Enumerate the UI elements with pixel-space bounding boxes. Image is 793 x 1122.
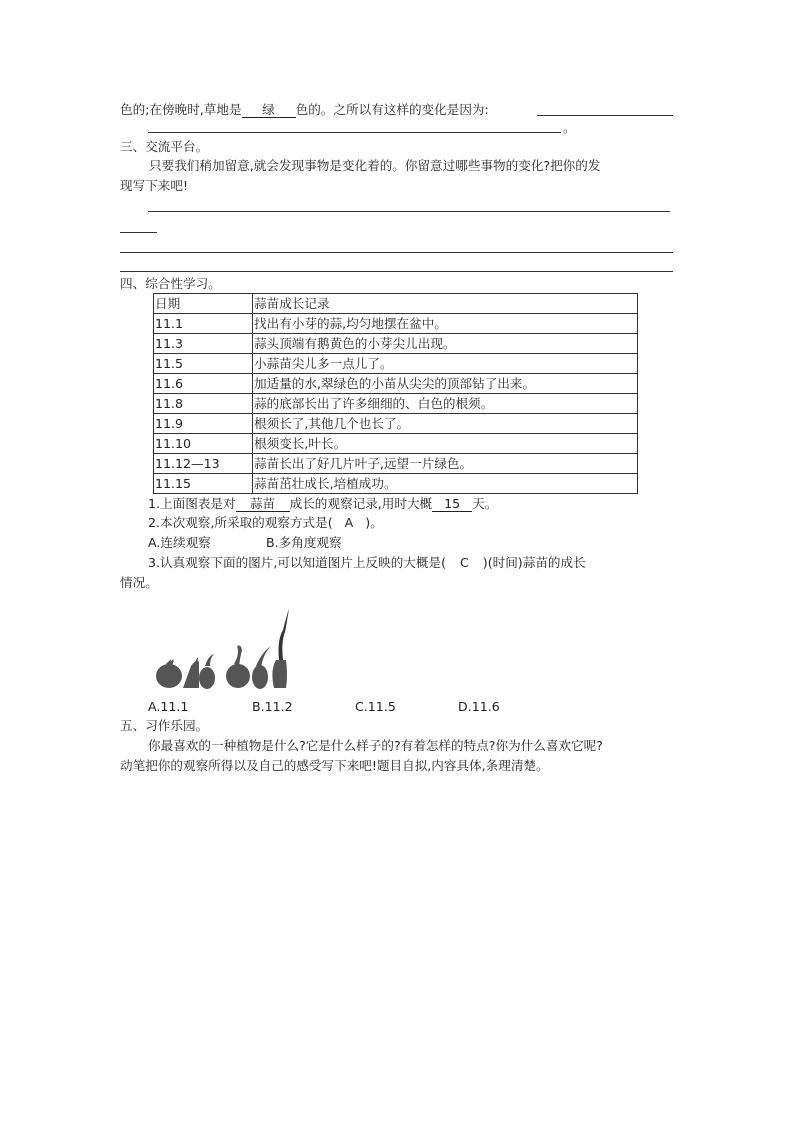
option-c[interactable]: C.11.5: [355, 699, 396, 714]
table-row: [154, 334, 638, 354]
option-b[interactable]: B.多角度观察: [266, 535, 342, 550]
section3-para: 只要我们稍加留意,就会发现事物是变化着的。你留意过哪些事物的变化?把你的发: [149, 158, 601, 173]
text: 色的。之所以有这样的变化是因为:: [295, 102, 489, 117]
header-record: 蒜苗成长记录: [253, 294, 638, 314]
text: 1.上面图表是对: [148, 496, 236, 511]
cell-date: 11.15: [154, 474, 253, 494]
section3-heading: 三、交流平台。: [120, 139, 209, 154]
cell-record: 根须变长,叶长。: [253, 434, 638, 454]
text: 3.认真观察下面的图片,可以知道图片上反映的大概是(: [148, 555, 446, 570]
header-date: 日期: [154, 294, 253, 314]
table-row: [154, 394, 638, 414]
question-3: [148, 555, 586, 571]
writing-line[interactable]: [120, 232, 157, 233]
cell-date: 11.12—13: [154, 454, 253, 474]
question-1: [148, 496, 497, 512]
cell-date: 11.8: [154, 394, 253, 414]
cell-record: 蒜头顶端有鹅黄色的小芽尖儿出现。: [253, 334, 638, 354]
option-a[interactable]: A.连续观察: [148, 535, 211, 550]
garlic-sprouts-image: [150, 604, 310, 690]
cell-record: 蒜的底部长出了许多细细的、白色的根须。: [253, 394, 638, 414]
text: 成长的观察记录,用时大概: [289, 496, 433, 511]
table-row: [154, 454, 638, 474]
text: )。: [365, 515, 383, 530]
answer-line[interactable]: [148, 132, 561, 133]
section3-para-cont: 现写下来吧!: [120, 178, 189, 193]
section4-heading: 四、综合性学习。: [120, 276, 221, 291]
option-b[interactable]: B.11.2: [252, 699, 293, 714]
section5-heading: 五、习作乐园。: [120, 718, 209, 733]
section5-para: 你最喜欢的一种植物是什么?它是什么样子的?有着怎样的特点?你为什么喜欢它呢?: [148, 738, 603, 753]
cell-record: 根须长了,其他几个也长了。: [253, 414, 638, 434]
cell-date: 11.9: [154, 414, 253, 434]
writing-line[interactable]: [148, 211, 670, 212]
cell-date: 11.10: [154, 434, 253, 454]
table-row: [154, 314, 638, 334]
table-row: [154, 414, 638, 434]
cell-record: 蒜苗长出了好几片叶子,远望一片绿色。: [253, 454, 638, 474]
section2-tail-line: [120, 102, 489, 118]
answer-blank-green[interactable]: 绿: [242, 103, 296, 118]
section5-para-cont: 动笔把你的观察所得以及自己的感受写下来吧!题目自拟,内容具体,条理清楚。: [120, 758, 549, 773]
table-header: [154, 294, 638, 314]
cell-record: 加适量的水,翠绿色的小苗从尖尖的顶部钻了出来。: [253, 374, 638, 394]
cell-date: 11.6: [154, 374, 253, 394]
answer[interactable]: C: [460, 555, 469, 570]
text: 2.本次观察,所采取的观察方式是(: [148, 515, 333, 530]
garlic-growth-table: [153, 293, 638, 494]
writing-line[interactable]: [120, 252, 673, 253]
cell-date: 11.3: [154, 334, 253, 354]
cell-record: 小蒜苗尖儿多一点儿了。: [253, 354, 638, 374]
question-3-cont: 情况。: [120, 575, 158, 590]
answer[interactable]: A: [344, 515, 354, 530]
text: )(时间)蒜苗的成长: [482, 555, 586, 570]
writing-line[interactable]: [120, 271, 673, 272]
table-row: [154, 434, 638, 454]
table-row: [154, 474, 638, 494]
answer-line[interactable]: [537, 115, 673, 116]
cell-record: 蒜苗茁壮成长,培植成功。: [253, 474, 638, 494]
period: 。: [563, 120, 576, 135]
cell-record: 找出有小芽的蒜,均匀地摆在盆中。: [253, 314, 638, 334]
answer-blank[interactable]: 15: [432, 497, 472, 512]
option-a[interactable]: A.11.1: [148, 699, 189, 714]
text: 色的;在傍晚时,草地是: [120, 102, 242, 117]
answer-blank[interactable]: 蒜苗: [236, 497, 290, 512]
question-2: [148, 515, 383, 531]
table-row: [154, 374, 638, 394]
option-d[interactable]: D.11.6: [458, 699, 500, 714]
table-row: [154, 354, 638, 374]
cell-date: 11.5: [154, 354, 253, 374]
cell-date: 11.1: [154, 314, 253, 334]
text: 天。: [472, 496, 498, 511]
